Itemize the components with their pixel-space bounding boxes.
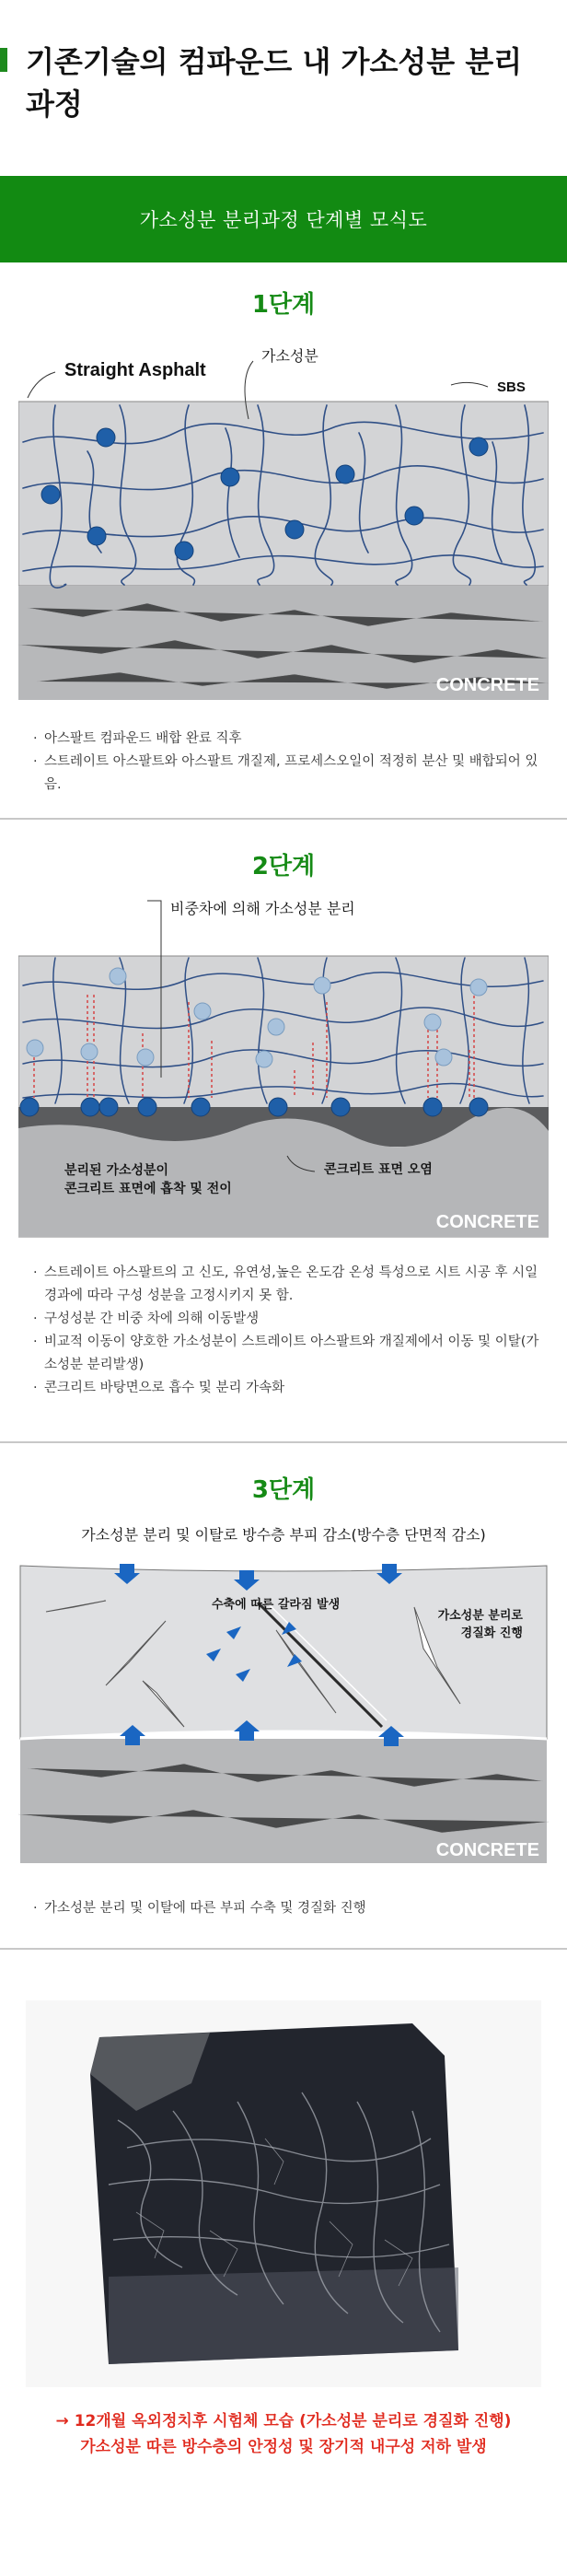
harden-label-line2: 경질화 진행 [460, 1626, 523, 1640]
stage2-notes [33, 1262, 549, 1400]
concrete-label: CONCRETE [435, 675, 539, 695]
straight-asphalt-label: Straight Asphalt [64, 360, 206, 380]
absorbed-label-line1: 분리된 가소성분이 [64, 1163, 169, 1178]
section-divider [0, 1441, 567, 1443]
title-accent-bar [0, 48, 7, 72]
concrete-label: CONCRETE [435, 1840, 539, 1860]
page-title: 기존기술의 컴파운드 내 가소성분 분리과정 [26, 44, 523, 122]
harden-label-line1: 가소성분 분리로 [437, 1609, 523, 1623]
banner-text: 가소성분 분리과정 단계별 모식도 [139, 209, 428, 231]
caption-line2: 가소성분 따른 방수층의 안정성 및 장기적 내구성 저하 발생 [80, 2438, 487, 2456]
stage1-note: · 아스팔트 컴파운드 배합 완료 직후 [33, 728, 549, 751]
stage3-diagram [18, 1520, 549, 1865]
caption-line1: → 12개월 옥외정치후 시험체 모습 (가소성분 분리로 경질화 진행) [55, 2412, 512, 2430]
stage2-note: · 비교적 이동이 양호한 가소성분이 스트레이트 아스팔트와 개질제에서 이동 및 이탈(가소성분 분리발생) [33, 1331, 549, 1377]
stage2-note: · 콘크리트 바탕면으로 흡수 및 분리 가속화 [33, 1377, 549, 1400]
contamination-label: 콘크리트 표면 오염 [324, 1162, 433, 1177]
stage2-note: · 스트레이트 아스팔트의 고 신도, 유연성,높은 온도감 온성 특성으로 시트 시공 후 시일 경과에 따라 구성 성분을 고정시키지 못 함. [33, 1262, 549, 1308]
stage3-notes [33, 1897, 549, 1920]
section-divider [0, 1948, 567, 1950]
stage2-note: · 구성성분 간 비중 차에 의해 이동발생 [33, 1308, 549, 1331]
shrink-label: 가소성분 분리 및 이탈로 방수층 부피 감소(방수층 단면적 감소) [81, 1526, 486, 1544]
section-divider [0, 818, 567, 820]
concrete-label: CONCRETE [435, 1212, 539, 1232]
absorbed-label-line2: 콘크리트 표면에 흡착 및 전이 [64, 1182, 232, 1196]
stage1-note: · 스트레이트 아스팔트와 아스팔트 개질제, 프로세스오일이 적정히 분산 및 배합되어 있음. [33, 751, 549, 797]
plasticizer-label: 가소성분 [261, 347, 318, 365]
stage1-diagram [18, 341, 549, 700]
stage1-title: 1단계 [251, 291, 316, 319]
stage2-title: 2단계 [251, 853, 316, 880]
stage3-title: 3단계 [251, 1476, 316, 1504]
stage1-notes [33, 728, 549, 797]
section-banner [0, 176, 567, 262]
sbs-label: SBS [497, 379, 526, 395]
crack-label: 수축에 따른 갈라짐 발생 [212, 1598, 341, 1612]
separation-label: 비중차에 의해 가소성분 분리 [170, 900, 355, 917]
stage2-diagram [18, 893, 549, 1239]
stage3-note: · 가소성분 분리 및 이탈에 따른 부피 수축 및 경질화 진행 [33, 1897, 549, 1920]
test-specimen-photo [26, 2000, 541, 2387]
